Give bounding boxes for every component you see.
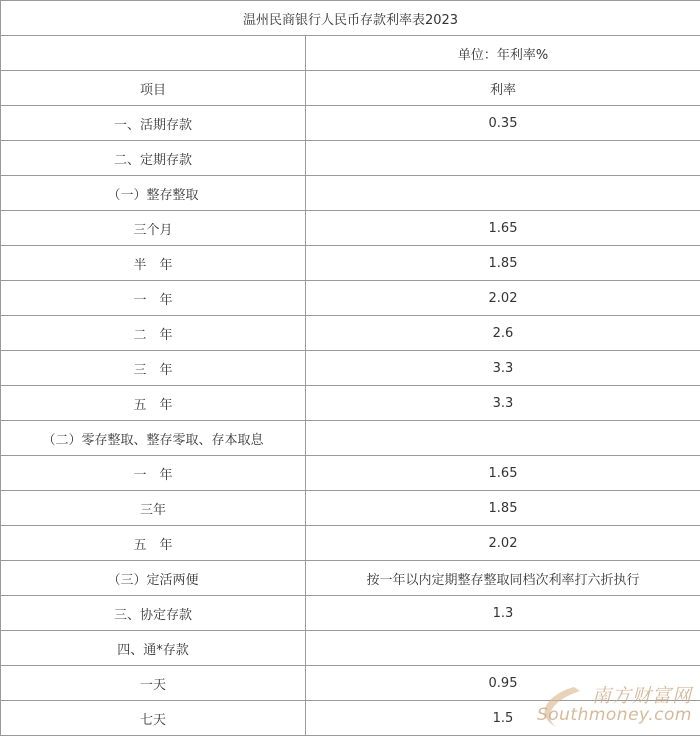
row-item: 一天 [1,666,306,701]
title-row [1,1,700,36]
table-row [1,211,700,246]
table-row [1,631,700,666]
southmoney-watermark [526,681,696,733]
header-item: 项目 [1,71,306,106]
watermark-text-en: Southmoney.com [536,705,692,725]
row-item: 三、协定存款 [1,596,306,631]
row-rate: 1.65 [306,456,700,491]
table-title: 温州民商银行人民币存款利率表2023 [1,1,700,36]
row-rate: 1.5 [306,701,700,736]
row-item: 一 年 [1,281,306,316]
row-item: 二 年 [1,316,306,351]
row-rate [306,176,700,211]
table-row [1,456,700,491]
row-rate: 1.65 [306,211,700,246]
row-rate: 1.3 [306,596,700,631]
table-row [1,526,700,561]
table-row [1,106,700,141]
table-row [1,421,700,456]
row-rate [306,421,700,456]
row-rate: 1.85 [306,246,700,281]
header-row [1,71,700,106]
row-item: 四、通*存款 [1,631,306,666]
table-row [1,246,700,281]
row-rate [306,141,700,176]
row-item: （二）零存整取、整存零取、存本取息 [1,421,306,456]
row-item: 七天 [1,701,306,736]
table-row [1,351,700,386]
row-item: 二、定期存款 [1,141,306,176]
table-row [1,561,700,596]
row-rate: 0.95 [306,666,700,701]
row-rate: 2.02 [306,281,700,316]
row-item: 五 年 [1,386,306,421]
row-rate: 3.3 [306,386,700,421]
row-rate: 3.3 [306,351,700,386]
row-rate: 2.6 [306,316,700,351]
table-row [1,141,700,176]
table-row [1,491,700,526]
unit-row [1,36,700,71]
row-item: 三个月 [1,211,306,246]
unit-empty-cell [1,36,306,71]
row-item: 三 年 [1,351,306,386]
header-rate: 利率 [306,71,700,106]
row-item: 一 年 [1,456,306,491]
row-rate: 1.85 [306,491,700,526]
row-rate: 0.35 [306,106,700,141]
unit-label: 单位：年利率% [306,36,700,71]
table-row [1,386,700,421]
row-rate: 按一年以内定期整存整取同档次利率打六折执行 [306,561,700,596]
row-item: 三年 [1,491,306,526]
row-item: 五 年 [1,526,306,561]
table-row [1,281,700,316]
table-row [1,176,700,211]
table-row [1,316,700,351]
row-rate: 2.02 [306,526,700,561]
row-item: （一）整存整取 [1,176,306,211]
row-item: 半 年 [1,246,306,281]
row-rate [306,631,700,666]
table-row [1,596,700,631]
row-item: （三）定活两便 [1,561,306,596]
watermark-text-cn: 南方财富网 [591,685,692,707]
row-item: 一、活期存款 [1,106,306,141]
